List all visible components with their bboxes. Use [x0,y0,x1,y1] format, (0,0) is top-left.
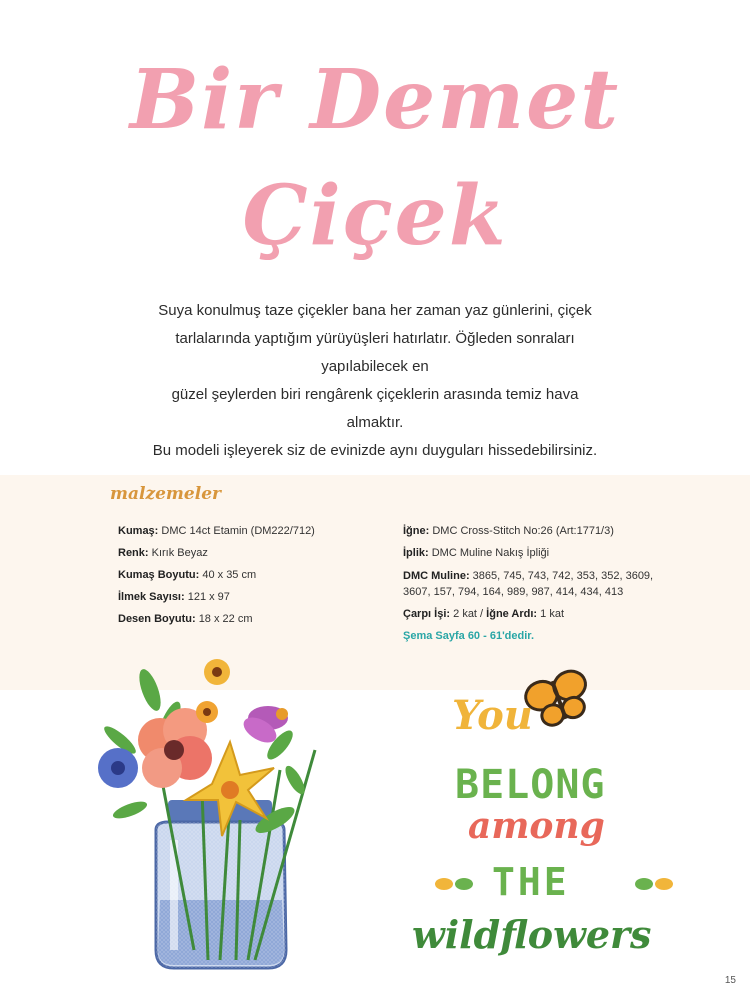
material-label: Renk: [118,547,149,559]
material-value: DMC Muline Nakış İpliği [431,547,550,559]
artwork-among: among [468,805,605,847]
material-label: Çarpı İşi: [403,608,451,620]
material-item [403,603,693,625]
materials-left-list [118,520,378,630]
material-item [118,564,378,586]
artwork-you: You [452,692,533,739]
material-item [403,542,693,564]
butterfly-illustration [524,670,594,730]
material-value: 40 x 35 cm [202,569,257,581]
material-value: 3607, 157, 794, 164, 989, 987, 414, 434, 413 [403,586,624,598]
materials-right-list [403,520,693,647]
page-number: 15 [724,975,736,986]
intro-line: Suya konulmuş taze çiçekler bana her zaman yaz günlerini, çiçek [158,302,592,319]
material-value: 1 kat [540,608,565,620]
material-value: DMC 14ct Etamin (DM222/712) [161,525,315,537]
material-value: 18 x 22 cm [198,613,253,625]
schema-page-note: Şema Sayfa 60 - 61'dedir. [403,630,535,642]
material-item [403,520,693,542]
material-value: 2 kat / [453,608,487,620]
material-item [118,520,378,542]
material-label: İğne Ardı: [486,608,538,620]
blue-flower [98,748,138,788]
material-label: Kumaş Boyutu: [118,569,200,581]
material-label: Kumaş: [118,525,159,537]
page-title-line2: Çiçek [242,168,508,264]
intro-line: güzel şeylerden biri rengârenk çiçeklerin arasında temiz hava almaktır. [171,386,579,431]
material-value: 121 x 97 [187,591,230,603]
material-item [118,586,378,608]
material-value: 3865, 745, 743, 742, 353, 352, 3609, [472,570,654,582]
material-label: İlmek Sayısı: [118,591,185,603]
material-item [403,568,693,600]
material-value: DMC Cross-Stitch No:26 (Art:1771/3) [432,525,614,537]
material-label: Desen Boyutu: [118,613,196,625]
artwork-wildflowers: wildflowers [412,912,652,957]
flower-jar-illustration [90,650,410,990]
artwork-belong: BELONG [455,762,606,808]
artwork-the: THE [492,860,570,904]
intro-line: tarlalarında yaptığım yürüyüşleri hatırlatır. Öğleden sonraları yapılabilecek en [175,330,575,375]
material-item [118,542,378,564]
page-title-line1: Bir Demet [129,52,621,148]
intro-paragraph [150,297,600,465]
small-orange-flowers [196,659,230,723]
leaf-ornaments [434,864,674,904]
material-label: DMC Muline: [403,570,470,582]
material-label: İğne: [403,525,430,537]
material-label: İplik: [403,547,429,559]
material-value: Kırık Beyaz [151,547,208,559]
intro-line: Bu modeli işleyerek siz de evinizde aynı duyguları hissedebilirsiniz. [152,442,598,459]
material-item [118,608,378,630]
materials-heading: malzemeler [110,484,221,504]
